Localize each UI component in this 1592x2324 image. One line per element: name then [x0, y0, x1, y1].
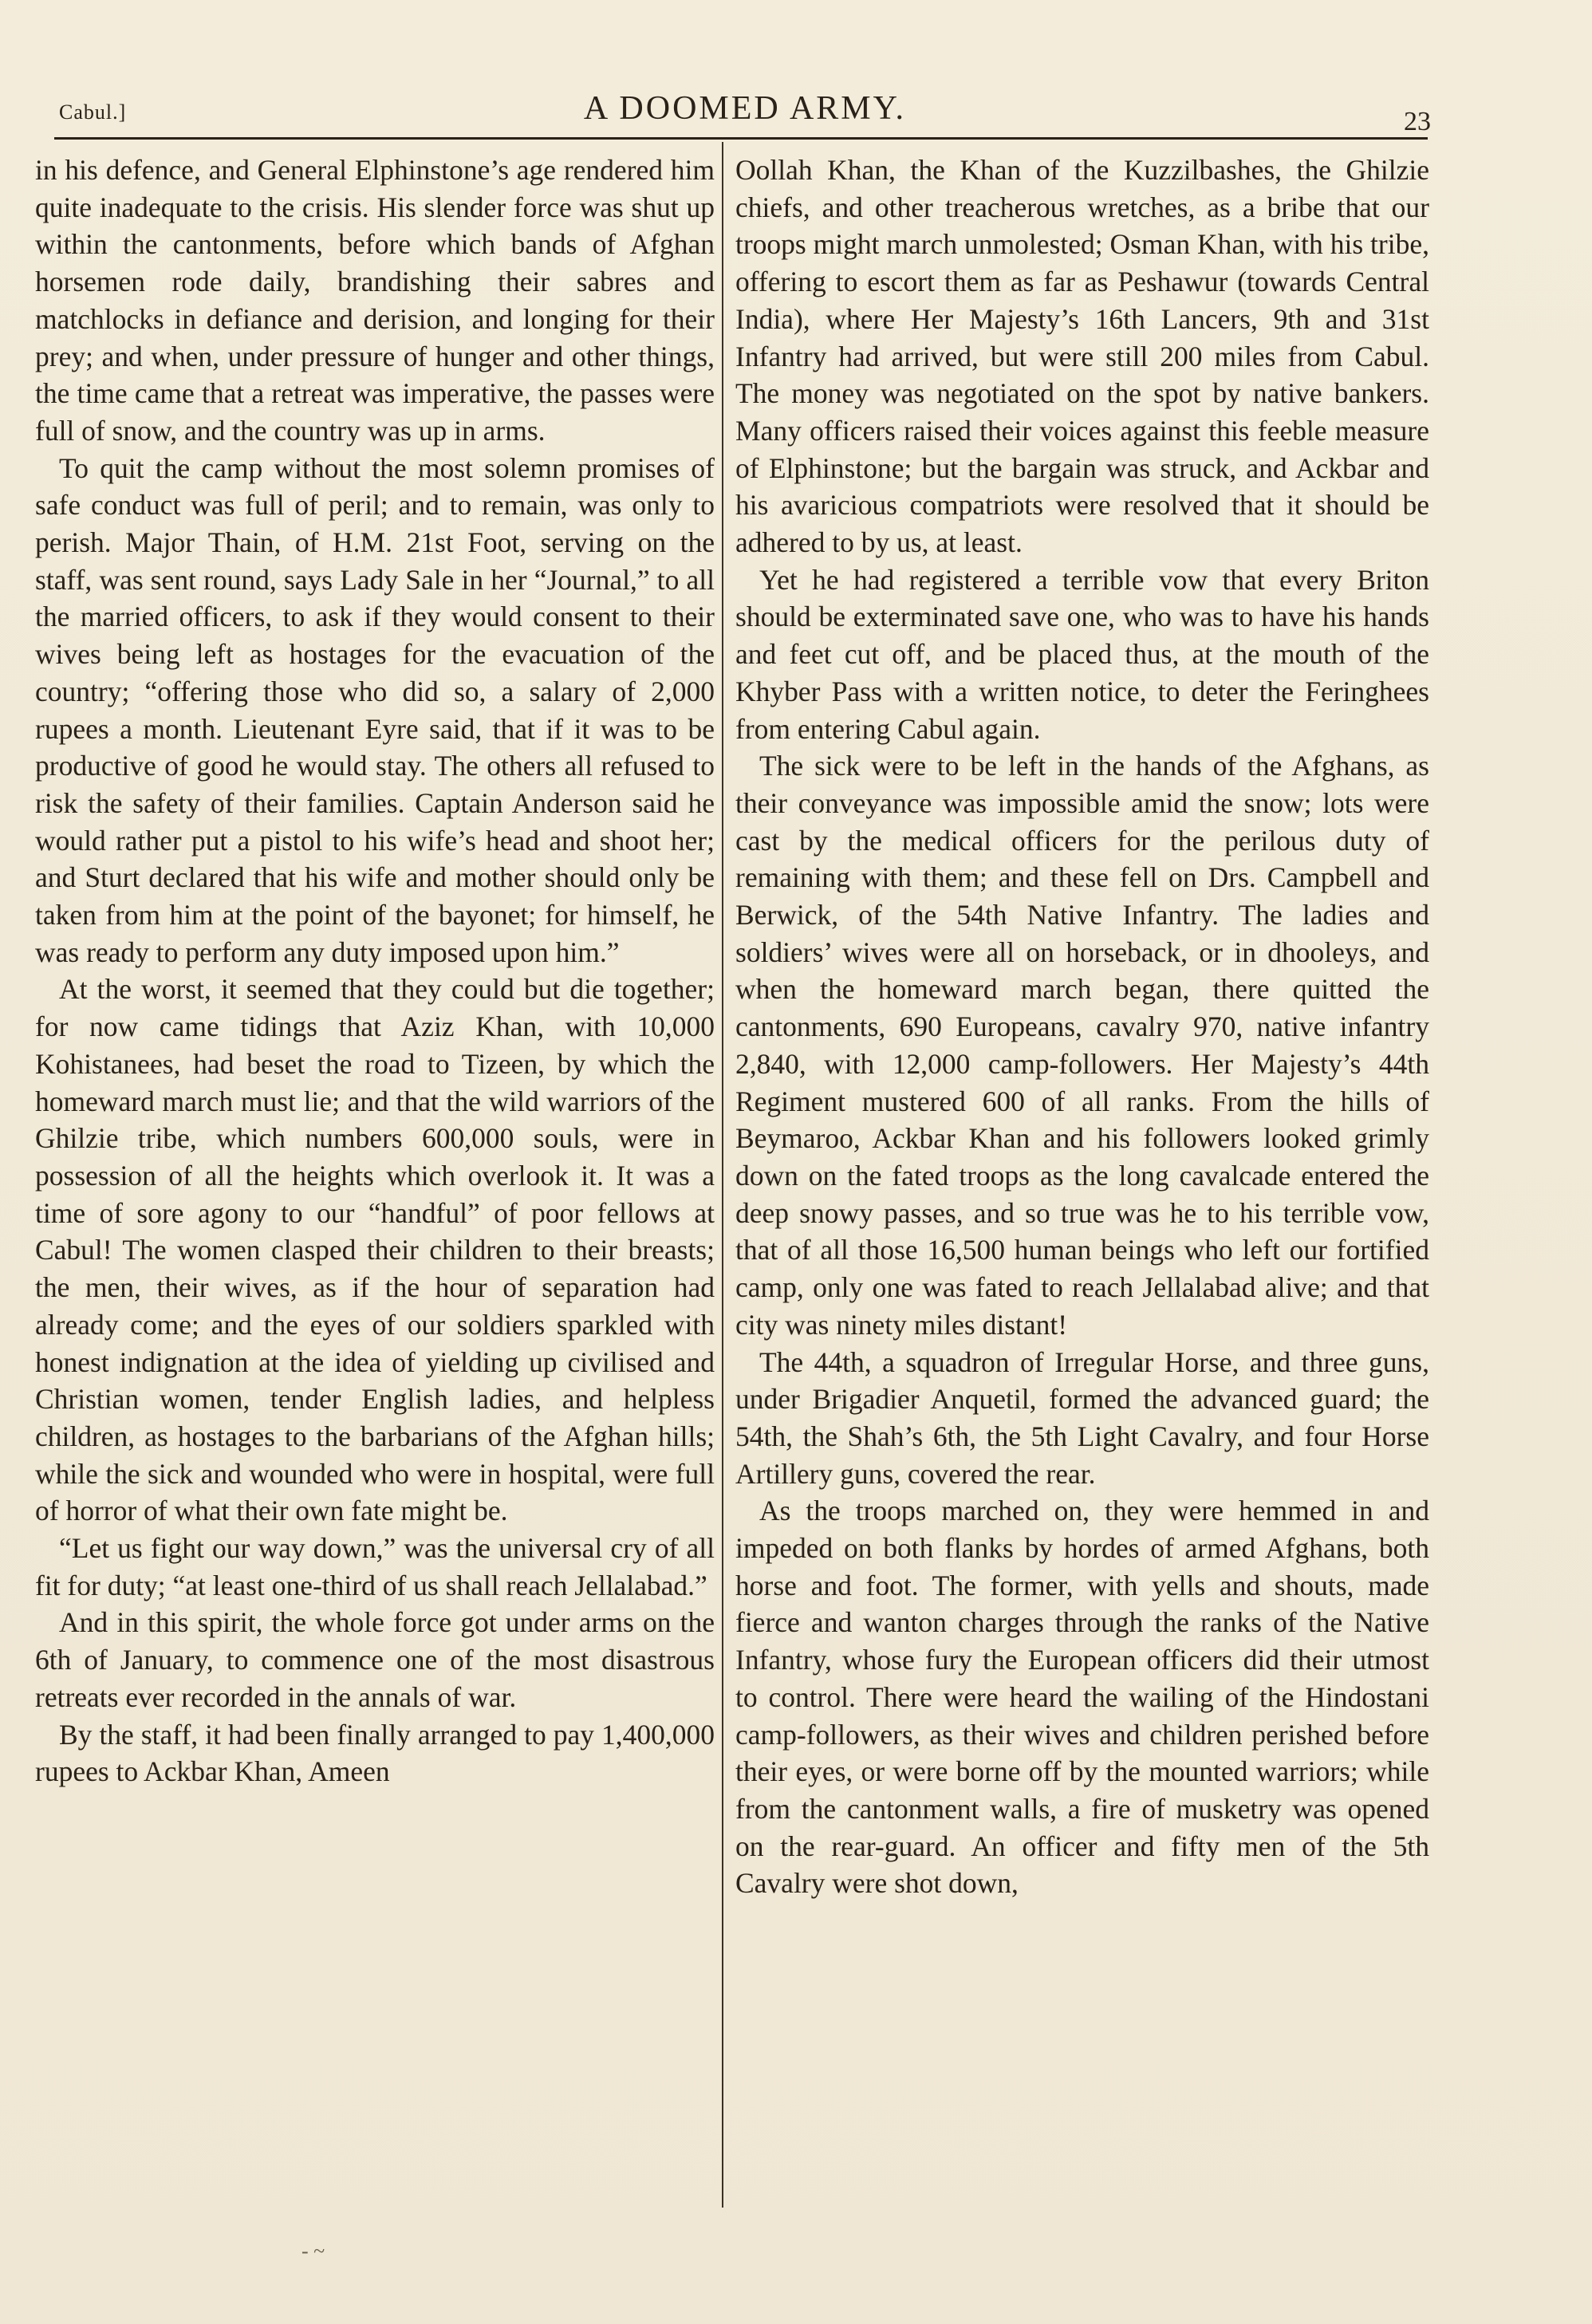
paragraph: Oollah Khan, the Khan of the Kuzzilbashes, the Ghilzie chiefs, and other treacherous wretches, as a bribe that our troops might march unmolested; Osman Khan, with his tribe, offering to escort them as far as Peshawur (towards Central India), where Her Majesty’s 16th Lancers, 9th and 31st Infantry had arrived, but were still 200 miles from Cabul. The money was negotiated on the spot by native bankers. Many officers raised their voices against this feeble measure of Elphinstone; but the bargain was struck, and Ackbar and his avaricious compatriots were resolved that it should be adhered to by us, at least. [735, 154, 1429, 559]
header-rule [54, 137, 1428, 140]
right-column [735, 152, 1429, 2217]
paragraph: To quit the camp without the most solemn promises of safe conduct was full of peril; and to remain, was only to perish. Major Thain, of H.M. 21st Foot, serving on the staff, was sent round, says Lady Sale in her “Journal,” to all the married officers, to ask if they would consent to their wives being left as hostages for the evacuation of the country; “offering those who did so, a salary of 2,000 rupees a month. Lieutenant Eyre said, that if it was to be productive of good he would stay. The others all refused to risk the safety of their families. Captain Anderson said he would rather put a pistol to his wife’s head and shoot her; and Sturt declared that his wife and mother should only be taken from him at the point of the bayonet; for himself, he was ready to perform any duty imposed upon him.” [35, 451, 715, 968]
paragraph: “Let us fight our way down,” was the universal cry of all fit for duty; “at least one-third of us shall reach Jellalabad.” [35, 1532, 715, 1601]
page-number: 23 [1404, 107, 1431, 136]
column-divider [722, 142, 723, 2208]
left-column [35, 152, 715, 2217]
running-header [59, 89, 1431, 137]
footer-mark: - ~ [301, 2239, 325, 2263]
section-label: Cabul.] [59, 100, 127, 124]
paragraph: At the worst, it seemed that they could but die together; for now came tidings that Aziz Khan, with 10,000 Kohistanees, had beset the road to Tizeen, by which the homeward march must lie; and that the wild warriors of the Ghilzie tribe, which numbers 600,000 souls, were in possession of all the heights which overlook it. It was a time of sore agony to our “handful” of poor fellows at Cabul! The women clasped their children to their breasts; the men, their wives, as if the hour of separation had already come; and the eyes of our soldiers sparkled with honest indignation at the idea of yielding up civilised and Christian women, tender English ladies, and helpless children, as hostages to the barbarians of the Afghan hills; while the sick and wounded who were in hospital, were full of horror of what their own fate might be. [35, 973, 715, 1527]
paragraph: in his defence, and General Elphinstone’s age rendered him quite inadequate to the crisis. His slender force was shut up within the cantonments, before which bands of Afghan horsemen rode daily, brandishing their sabres and matchlocks in defiance and derision, and longing for their prey; and when, under pressure of hunger and other things, the time came that a retreat was imperative, the passes were full of snow, and the country was up in arms. [35, 154, 715, 447]
paragraph: The 44th, a squadron of Irregular Horse, and three guns, under Brigadier Anquetil, formed the advanced guard; the 54th, the Shah’s 6th, the 5th Light Cavalry, and four Horse Artillery guns, covered the rear. [735, 1345, 1429, 1490]
paragraph: Yet he had registered a terrible vow that every Briton should be exterminated save one, who was to have his hands and feet cut off, and be placed thus, at the mouth of the Khyber Pass with a written notice, to deter the Feringhees from entering Cabul again. [735, 563, 1429, 745]
paragraph: As the troops marched on, they were hemmed in and impeded on both flanks by hordes of armed Afghans, both horse and foot. The former, with yells and shouts, made fierce and wanton charges through the ranks of the Native Infantry, whose fury the European officers did their utmost to control. There were heard the wailing of the Hindostani camp-followers, as their wives and children perished before their eyes, or were borne off by the mounted warriors; while from the cantonment walls, a fire of musketry was opened on the rear-guard. An officer and fifty men of the 5th Cavalry were shot down, [735, 1495, 1429, 1900]
paragraph: By the staff, it had been finally arranged to pay 1,400,000 rupees to Ackbar Khan, Ameen [35, 1718, 715, 1788]
paragraph: And in this spirit, the whole force got under arms on the 6th of January, to commence one of the most disastrous retreats ever recorded in the annals of war. [35, 1606, 715, 1713]
paragraph: The sick were to be left in the hands of the Afghans, as their conveyance was impossible amid the snow; lots were cast by the medical officers for the perilous duty of remaining with them; and these fell on Drs. Campbell and Berwick, of the 54th Native Infantry. The ladies and soldiers’ wives were all on horseback, or in dhooleys, and when the homeward march began, there quitted the cantonments, 690 Europeans, cavalry 970, native infantry 2,840, with 12,000 camp-followers. Her Majesty’s 44th Regiment mustered 600 of all ranks. From the hills of Beymaroo, Ackbar Khan and his followers looked grimly down on the fated troops as the long cavalcade entered the deep snowy passes, and so true was he to his terrible vow, that of all those 16,500 human beings who left our fortified camp, only one was fated to reach Jellalabad alive; and that city was ninety miles distant! [735, 750, 1429, 1341]
page-title: A DOOMED ARMY. [583, 90, 907, 127]
